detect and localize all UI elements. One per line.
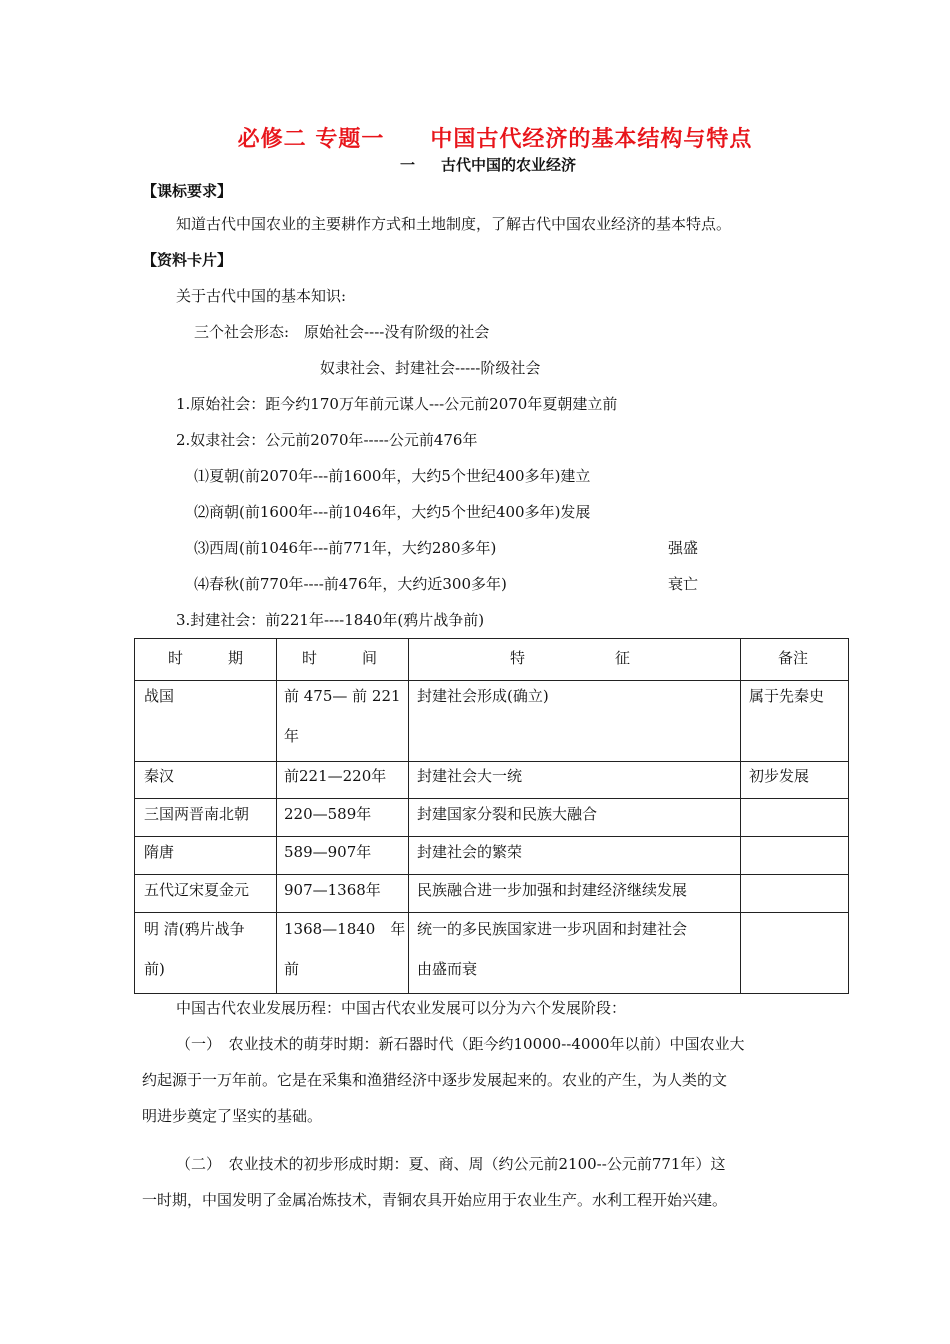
table-cell-feature-cont: 由盛而衰: [417, 960, 478, 978]
table-cell-period-cont: 前): [144, 960, 165, 978]
table-cell-feature: 统一的多民族国家进一步巩固和封建社会: [417, 920, 688, 938]
table-cell-time-cont: 年: [284, 727, 300, 745]
table-cell-time: 589—907年: [284, 843, 372, 861]
table-cell-period: 战国: [144, 687, 175, 705]
datacard-intro: 关于古代中国的基本知识:: [176, 287, 347, 305]
table-cell-period: 隋唐: [144, 843, 175, 861]
item-slave-society: 2.奴隶社会：公元前2070年-----公元前476年: [176, 431, 478, 449]
table-header-period: 时 期: [168, 649, 244, 667]
sub-item-western-zhou: ⑶西周(前1046年---前771年，大约280多年): [194, 539, 497, 557]
social-forms-line-1: 三个社会形态: 原始社会----没有阶级的社会: [194, 323, 490, 341]
stage-1-line-3: 明进步奠定了坚实的基础。: [142, 1107, 323, 1125]
table-cell-feature: 封建社会形成(确立): [417, 687, 549, 705]
sub-item-xia: ⑴夏朝(前2070年---前1600年，大约5个世纪400多年)建立: [194, 467, 591, 485]
section-heading-datacard: 【资料卡片】: [142, 251, 233, 269]
stage-2-line-1: （二） 农业技术的初步形成时期：夏、商、周（约公元前2100--公元前771年）这: [176, 1155, 726, 1173]
document-subtitle: [400, 154, 576, 175]
subtitle-text: 古代中国的农业经济: [441, 156, 577, 174]
table-cell-time-cont: 前: [284, 960, 300, 978]
table-cell-time: 前 475— 前 221: [284, 687, 401, 705]
stage-1-line-1: （一） 农业技术的萌芽时期：新石器时代（距今约10000--4000年以前）中国农业大: [176, 1035, 745, 1053]
table-header-time: 时 间: [302, 649, 378, 667]
sub-item-shang: ⑵商朝(前1600年---前1046年，大约5个世纪400多年)发展: [194, 503, 591, 521]
stage-2-line-2: 一时期，中国发明了金属冶炼技术，青铜农具开始应用于农业生产。水利工程开始兴建。: [142, 1191, 728, 1209]
sub-item-spring-autumn-note: 衰亡: [668, 575, 699, 593]
table-cell-note: 属于先秦史: [749, 687, 825, 705]
table-cell-time: 907—1368年: [284, 881, 381, 899]
section-heading-requirements: 【课标要求】: [142, 182, 233, 200]
table-header-feature: 特 征: [510, 649, 631, 667]
table-header-note: 备注: [778, 649, 809, 667]
table-cell-period: 明 清(鸦片战争: [144, 920, 245, 938]
item-feudal-society: 3.封建社会：前221年----1840年(鸦片战争前): [176, 611, 485, 629]
table-cell-feature: 民族融合进一步加强和封建经济继续发展: [417, 881, 688, 899]
subtitle-number: 一: [400, 156, 416, 174]
table-cell-period: 秦汉: [144, 767, 175, 785]
social-forms-line-2: 奴隶社会、封建社会-----阶级社会: [320, 359, 541, 377]
document-title: 必修二 专题一 中国古代经济的基本结构与特点: [237, 127, 753, 152]
table-cell-time: 220—589年: [284, 805, 372, 823]
table-cell-feature: 封建社会大一统: [417, 767, 523, 785]
table-cell-time: 1368—1840 年: [284, 920, 406, 938]
sub-item-western-zhou-note: 强盛: [668, 539, 699, 557]
table-cell-feature: 封建社会的繁荣: [417, 843, 523, 861]
development-lead: 中国古代农业发展历程：中国古代农业发展可以分为六个发展阶段：: [176, 999, 627, 1017]
sub-item-spring-autumn: ⑷春秋(前770年----前476年，大约近300多年): [194, 575, 507, 593]
table-cell-period: 五代辽宋夏金元: [144, 881, 250, 899]
item-primitive-society: 1.原始社会：距今约170万年前元谋人---公元前2070年夏朝建立前: [176, 395, 618, 413]
requirements-text: 知道古代中国农业的主要耕作方式和土地制度，了解古代中国农业经济的基本特点。: [176, 215, 732, 233]
table-cell-feature: 封建国家分裂和民族大融合: [417, 805, 598, 823]
table-cell-time: 前221—220年: [284, 767, 387, 785]
table-cell-period: 三国两晋南北朝: [144, 805, 250, 823]
table-cell-note: 初步发展: [749, 767, 810, 785]
stage-1-line-2: 约起源于一万年前。它是在采集和渔猎经济中逐步发展起来的。农业的产生，为人类的文: [142, 1071, 728, 1089]
